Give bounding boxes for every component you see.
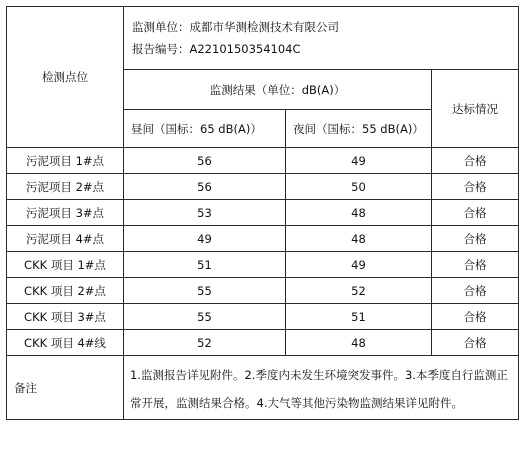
night-value-cell: 50 (286, 174, 432, 200)
night-value-cell: 52 (286, 278, 432, 304)
point-cell: 污泥项目 1#点 (7, 148, 124, 174)
result-header: 监测结果（单位：dB(A)） (209, 82, 346, 97)
night-header-cell (286, 110, 432, 148)
compliance-header-cell (432, 70, 519, 148)
point-cell: CKK 项目 3#点 (7, 304, 124, 330)
night-header: 夜间（国标：55 dB(A)） (293, 121, 424, 136)
status-cell: 合格 (432, 330, 519, 356)
status-cell: 合格 (432, 200, 519, 226)
header-row-1 (7, 7, 519, 70)
point-header: 检测点位 (42, 70, 88, 84)
day-header: 昼间（国标：65 dB(A)） (131, 121, 262, 136)
night-value-cell: 51 (286, 304, 432, 330)
point-cell: 污泥项目 4#点 (7, 226, 124, 252)
status-cell: 合格 (432, 148, 519, 174)
notes-text: 1.监测报告详见附件。2.季度内未发生环境突发事件。3.本季度自行监测正常开展，监测结果合格。4.大气等其他污染物监测结果详见附件。 (130, 367, 508, 410)
night-value-cell: 49 (286, 148, 432, 174)
table-row (7, 252, 519, 278)
noise-monitoring-table (6, 6, 519, 420)
table-row (7, 174, 519, 200)
point-cell: 污泥项目 2#点 (7, 174, 124, 200)
night-value-cell: 48 (286, 330, 432, 356)
status-cell: 合格 (432, 252, 519, 278)
notes-label-cell (7, 356, 124, 420)
point-cell: CKK 项目 4#线 (7, 330, 124, 356)
night-value-cell: 49 (286, 252, 432, 278)
point-header-cell (7, 7, 124, 148)
table-row (7, 226, 519, 252)
result-header-cell (124, 70, 432, 110)
point-cell: CKK 项目 2#点 (7, 278, 124, 304)
monitoring-unit: 监测单位：成都市华测检测技术有限公司 (132, 20, 339, 34)
status-cell: 合格 (432, 226, 519, 252)
day-value-cell: 49 (124, 226, 286, 252)
notes-label: 备注 (14, 380, 37, 395)
day-value-cell: 51 (124, 252, 286, 278)
day-value-cell: 55 (124, 278, 286, 304)
point-cell: CKK 项目 1#点 (7, 252, 124, 278)
day-value-cell: 55 (124, 304, 286, 330)
table-row (7, 200, 519, 226)
status-cell: 合格 (432, 278, 519, 304)
night-value-cell: 48 (286, 226, 432, 252)
monitoring-info-cell (124, 7, 519, 70)
notes-row (7, 356, 519, 420)
compliance-header: 达标情况 (452, 101, 498, 116)
table-row (7, 330, 519, 356)
report-number: 报告编号：A2210150354104C (132, 42, 301, 56)
table-row (7, 278, 519, 304)
day-value-cell: 56 (124, 174, 286, 200)
status-cell: 合格 (432, 174, 519, 200)
day-value-cell: 52 (124, 330, 286, 356)
day-value-cell: 56 (124, 148, 286, 174)
night-value-cell: 48 (286, 200, 432, 226)
status-cell: 合格 (432, 304, 519, 330)
point-cell: 污泥项目 3#点 (7, 200, 124, 226)
table-row (7, 304, 519, 330)
notes-text-cell (124, 356, 519, 420)
day-value-cell: 53 (124, 200, 286, 226)
table-row (7, 148, 519, 174)
day-header-cell (124, 110, 286, 148)
